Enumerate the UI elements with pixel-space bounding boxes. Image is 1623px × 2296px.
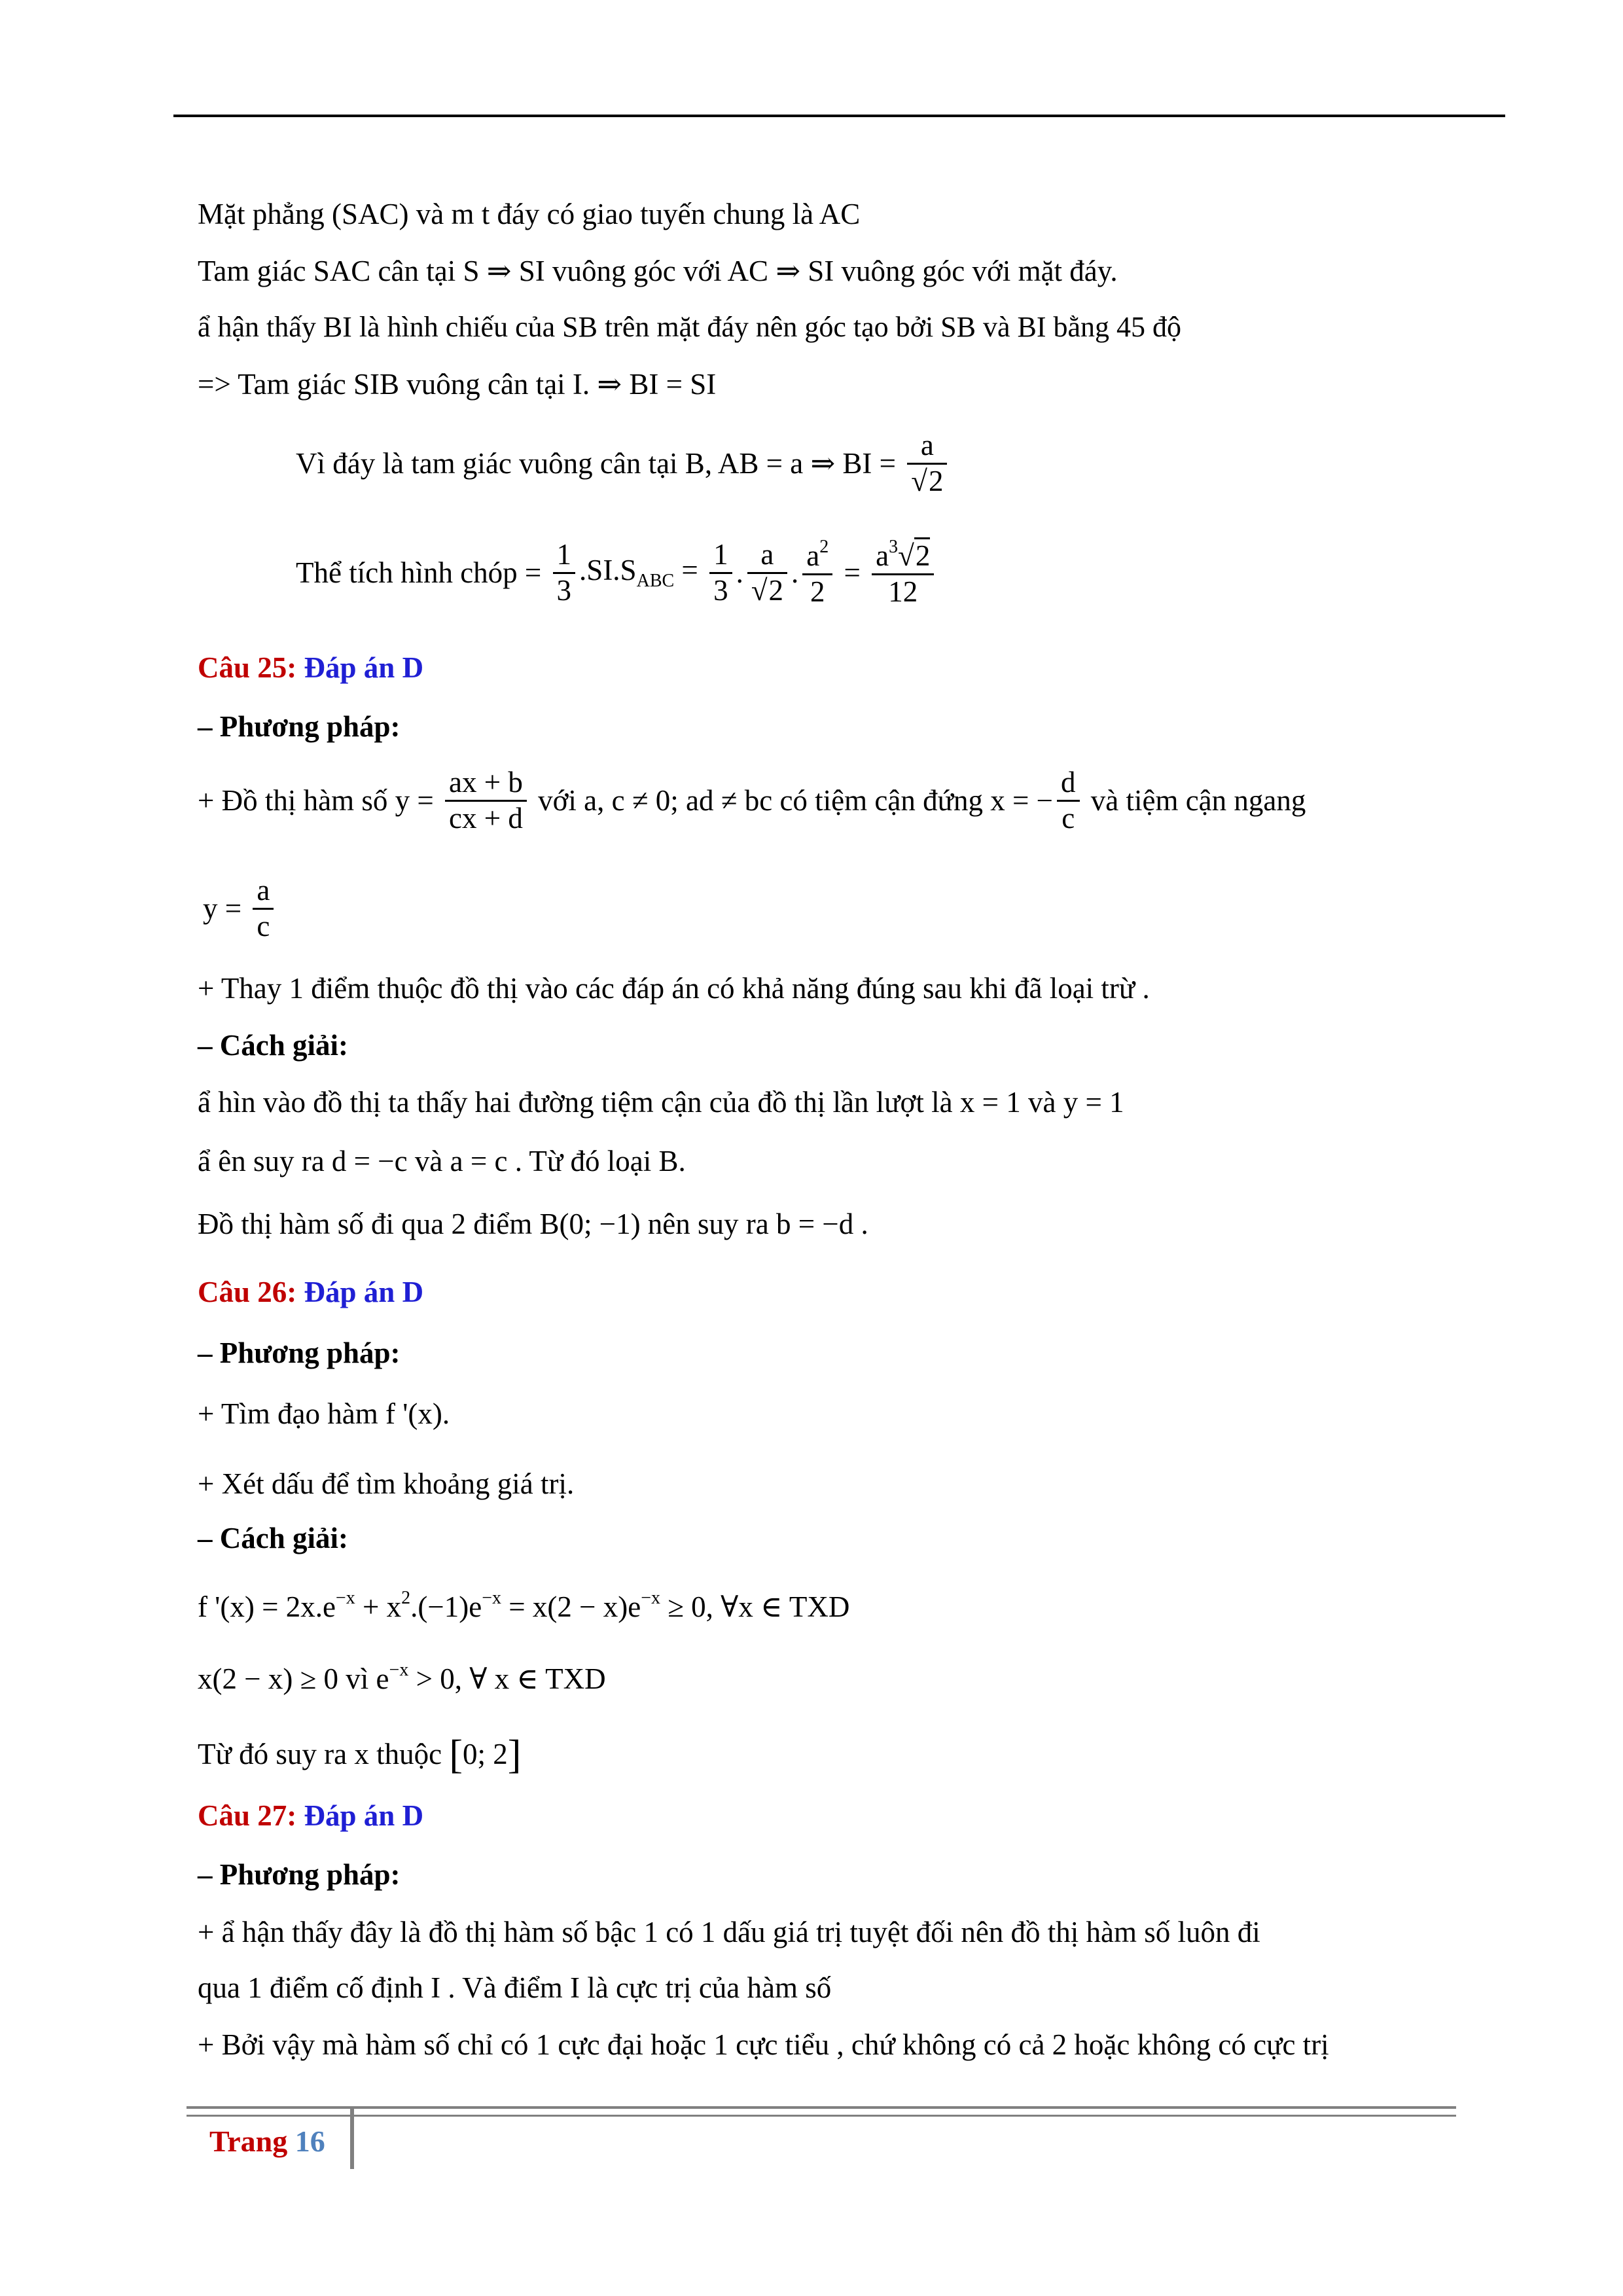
q27-method-step-2: + Bởi vậy mà hàm số chỉ có 1 cực đại hoặc 1 cực tiểu , chứ không có cả 2 hoặc không có cực trị [198,2028,1329,2061]
q25-formula-line: + Đồ thị hàm số y = $\frac{ax + b}{cx + d}$ với a, c ≠ 0; ad ≠ bc có tiệm cận đứng x = − $\frac{d}{c}$ và tiệm cận ngang [198,766,1306,834]
q27-method-step-1: + ẩ hận thấy đây là đồ thị hàm số bậc 1 có 1 dấu giá trị tuyệt đối nên đồ thị hàm số luôn đi [198,1916,1260,1948]
q27-method-step-1-cont: qua 1 điểm cố định I . Và điểm I là cực trị của hàm số [198,1971,832,2004]
q26-method-label: – Phương pháp: [198,1336,401,1369]
q25-solution-3: Đồ thị hàm số đi qua 2 điểm B(0; −1) nên suy ra b = −d . [198,1208,868,1240]
text-line-4: => Tam giác SIB vuông cân tại I. ⇒ BI = SI [198,368,717,401]
q25-solution-2: ẩ ên suy ra d = −c và a = c . Từ đó loại B. [198,1145,686,1177]
q26-method-step-1: + Tìm đạo hàm f '(x). [198,1397,450,1430]
header-rule [173,115,1505,117]
footer-rule [187,2106,1456,2117]
question-25-heading: Câu 25: Đáp án D [198,651,424,684]
formula-volume: Thể tích hình chóp = $\frac{1}{3}$ $.SI.S_{ABC}$ = $\frac{1}{3}$ . $\frac{a}{√2}$ . $\frac{a^2}{2}$ = $\frac{a^3√2}{12}$ [296,537,938,609]
question-26-heading: Câu 26: Đáp án D [198,1276,424,1308]
q26-conclusion: Từ đó suy ra x thuộc [0; 2] [198,1732,522,1777]
q25-solution-1: ẩ hìn vào đồ thị ta thấy hai đường tiệm cận của đồ thị lần lượt là x = 1 và y = 1 [198,1086,1124,1119]
q25-method-step: + Thay 1 điểm thuộc đồ thị vào các đáp án có khả năng đúng sau khi đã loại trừ . [198,972,1150,1005]
text-line-2: Tam giác SAC cân tại S ⇒ SI vuông góc với AC ⇒ SI vuông góc với mặt đáy. [198,255,1118,287]
q25-horizontal-asymptote: y = $\frac{a}{c}$ [203,874,277,944]
question-27-heading: Câu 27: Đáp án D [198,1799,424,1832]
text-line-3: ẩ hận thấy BI là hình chiếu của SB trên mặt đáy nên góc tạo bởi SB và BI bằng 45 độ [198,311,1182,343]
q25-solution-label: – Cách giải: [198,1029,348,1062]
text-line-1: Mặt phẳng (SAC) và m t đáy có giao tuyến chung là AC [198,198,861,230]
q27-method-label: – Phương pháp: [198,1858,401,1891]
page-number: Trang 16 [209,2125,325,2158]
q26-inequality: x(2 − x) ≥ 0 vì $e^{-x} > 0$, ∀ x ∈ TXD [198,1660,606,1695]
q26-derivative: f '$(x) = 2x.e^{-x} + x^2.(-1)e^{-x} = x(2 - x)e^{-x} \ge 0$, ∀x ∈ TXD [198,1588,850,1623]
q26-method-step-2: + Xét dấu để tìm khoảng giá trị. [198,1467,575,1500]
q25-method-label: – Phương pháp: [198,710,401,743]
footer-divider [350,2109,354,2169]
q26-solution-label: – Cách giải: [198,1522,348,1554]
formula-bi: Vì đáy là tam giác vuông cân tại B, AB = a ⇒ BI = $\frac{a}{√2}$ [296,429,951,499]
